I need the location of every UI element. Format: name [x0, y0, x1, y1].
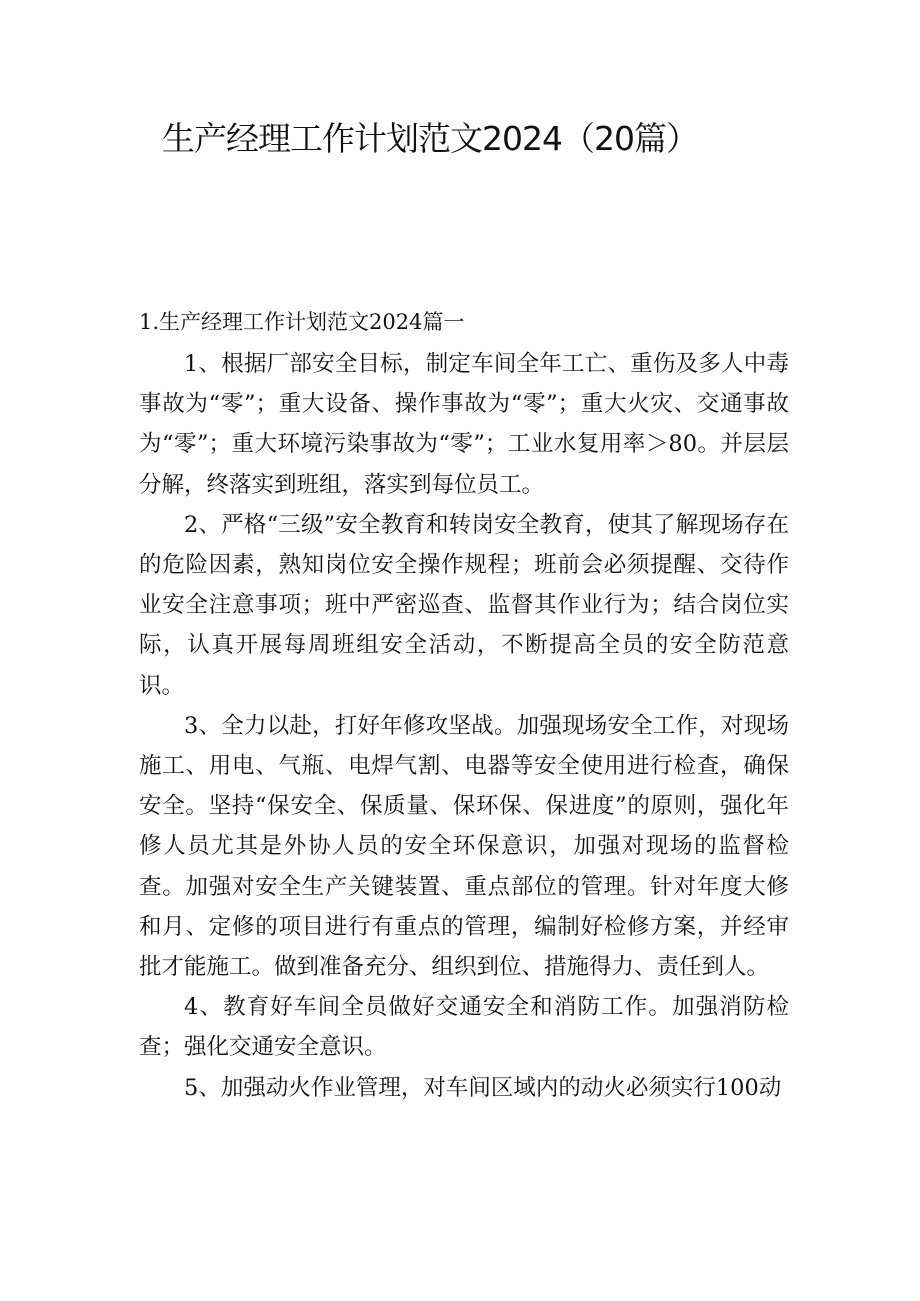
- document-title: 生产经理工作计划范文2024（20篇）: [162, 119, 698, 158]
- paragraph-3: 3、全力以赴，打好年修攻坚战。加强现场安全工作，对现场施工、用电、气瓶、电焊气割、电器等安全使用进行检查，确保安全。坚持“保安全、保质量、保环保、保进度”的原则，强化年修人员尤其是外协人员的安全环保意识，加强对现场的监督检查。加强对安全生产关键装置、重点部位的管理。针对年度大修和月、定修的项目进行有重点的管理，编制好检修方案，并经审批才能施工。做到准备充分、组织到位、措施得力、责任到人。: [139, 712, 789, 981]
- section-heading: 1.生产经理工作计划范文2024篇一: [139, 310, 465, 334]
- paragraph-2: 2、严格“三级”安全教育和转岗安全教育，使其了解现场存在的危险因素，熟知岗位安全操作规程；班前会必须提醒、交待作业安全注意事项；班中严密巡查、监督其作业行为；结合岗位实际，认真开展每周班组安全活动，不断提高全员的安全防范意识。: [139, 511, 789, 699]
- document-body: [139, 344, 789, 1108]
- paragraph-1: 1、根据厂部安全目标，制定车间全年工亡、重伤及多人中毒事故为“零”；重大设备、操作事故为“零”；重大火灾、交通事故为“零”；重大环境污染事故为“零”；工业水复用率＞80。并层层分解，终落实到班组，落实到每位员工。: [139, 351, 789, 498]
- paragraph-5: 5、加强动火作业管理，对车间区域内的动火必须实行100动: [184, 1074, 782, 1101]
- paragraph-4: 4、教育好车间全员做好交通安全和消防工作。加强消防检查；强化交通安全意识。: [139, 994, 789, 1061]
